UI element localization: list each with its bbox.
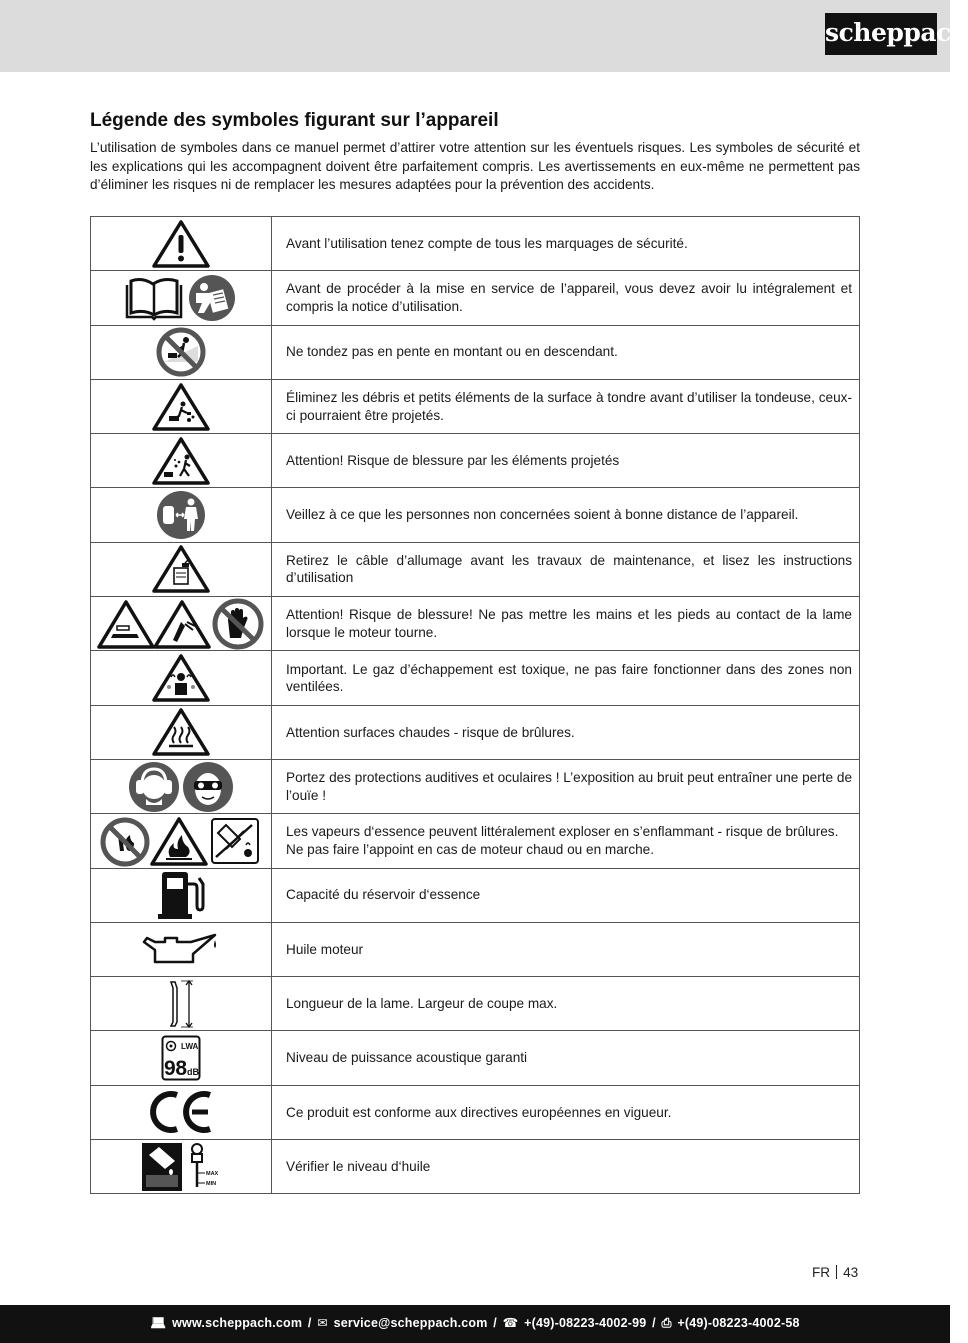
table-row [91, 705, 860, 759]
ear-eye-protection-icon [128, 761, 234, 813]
laptop-icon: 💻︎ [150, 1316, 167, 1330]
read-manual-icon [124, 273, 239, 323]
symbol-description-line: Ne pas faire l’appoint en cas de moteur chaud ou en marche. [286, 841, 655, 857]
table-row [91, 542, 860, 596]
blade-hazard-icon [97, 598, 265, 650]
table-row [91, 271, 860, 325]
remove-debris-icon [151, 382, 211, 432]
spark-plug-icon [151, 544, 211, 594]
thrown-objects-icon [151, 436, 211, 486]
symbol-description: Important. Le gaz d’échappement est toxique, ne pas faire fonctionner dans des zones non ventilées. [272, 651, 860, 705]
symbol-description: Capacité du réservoir d‘essence [272, 868, 860, 922]
oil-level-icon [141, 1141, 221, 1193]
warning-triangle-icon [151, 219, 211, 269]
symbol-legend-table [90, 216, 860, 1194]
hot-surface-icon [151, 707, 211, 757]
table-row [91, 488, 860, 542]
footer-email[interactable]: service@scheppach.com [333, 1316, 488, 1330]
page-number [812, 1265, 858, 1280]
table-row [91, 759, 860, 813]
symbol-description: Éliminez les débris et petits éléments de la surface à tondre avant d’utiliser la tondeuse, ceux-ci pourraient être projetés. [272, 379, 860, 433]
table-row [91, 814, 860, 868]
symbol-description: Avant l’utilisation tenez compte de tous les marquages de sécurité. [272, 217, 860, 271]
fax-icon: ⎙ [661, 1316, 672, 1330]
sound-power-icon [161, 1035, 201, 1081]
dipstick-max-label: MAX [206, 1170, 219, 1177]
table-row [91, 977, 860, 1031]
page-separator [836, 1265, 837, 1279]
symbol-description: Vérifier le niveau d‘huile [272, 1140, 860, 1194]
table-row [91, 217, 860, 271]
symbol-description: Attention surfaces chaudes - risque de brûlures. [272, 705, 860, 759]
keep-distance-icon [154, 489, 208, 541]
mail-icon: ✉︎ [317, 1316, 328, 1330]
symbol-description: Huile moteur [272, 922, 860, 976]
symbol-description: Veillez à ce que les personnes non concernées soient à bonne distance de l’appareil. [272, 488, 860, 542]
symbol-description: Niveau de puissance acoustique garanti [272, 1031, 860, 1085]
table-row [91, 868, 860, 922]
symbol-description: Ne tondez pas en pente en montant ou en descendant. [272, 325, 860, 379]
table-row [91, 1085, 860, 1139]
sound-power-value: 98 [164, 1057, 187, 1081]
footer-separator: / [652, 1316, 656, 1330]
symbol-description: Attention! Risque de blessure par les éléments projetés [272, 434, 860, 488]
oil-can-icon [141, 930, 221, 970]
blade-length-icon [161, 978, 201, 1030]
symbol-description: Portez des protections auditives et oculaires ! L’exposition au bruit peut entraîner une perte de l’ouïe ! [272, 759, 860, 813]
fuel-hazard-icon [100, 815, 262, 867]
symbol-description-line: Les vapeurs d‘essence peuvent littéralement exploser en s’enflammant - risque de brûlures. [286, 824, 839, 840]
footer-separator: / [493, 1316, 497, 1330]
table-row [91, 1140, 860, 1194]
symbol-description: Attention! Risque de blessure! Ne pas mettre les mains et les pieds au contact de la lame lorsque le moteur tourne. [272, 597, 860, 651]
table-row [91, 434, 860, 488]
footer-separator: / [307, 1316, 312, 1330]
symbol-description: Retirez le câble d’allumage avant les travaux de maintenance, et lisez les instructions d’utilisation [272, 542, 860, 596]
page-language: FR [812, 1265, 831, 1280]
footer-fax: +(49)-08223-4002-58 [677, 1316, 800, 1330]
fuel-pump-icon [156, 870, 206, 920]
ce-mark-icon [148, 1088, 214, 1136]
brand-logo: scheppach [825, 13, 937, 55]
phone-icon: ☎ [502, 1316, 519, 1330]
table-row [91, 922, 860, 976]
toxic-gas-icon [151, 653, 211, 703]
dipstick-min-label: MIN [206, 1180, 217, 1187]
no-slope-mowing-icon [154, 326, 208, 378]
table-row [91, 651, 860, 705]
section-intro: L’utilisation de symboles dans ce manuel permet d’attirer votre attention sur les éventuels risques. Les symboles de sécurité et les explications qui les accompagnent doivent être parfaitement compris. Les avertissements en eux-même ne permettent pas d’éliminer les risques ni de remplacer les mesures adaptées pour la prévention des accidents. [90, 140, 860, 192]
footer-phone: +(49)-08223-4002-99 [524, 1316, 647, 1330]
table-row [91, 325, 860, 379]
section-title: Légende des symboles figurant sur l’appareil [90, 110, 499, 131]
symbol-description [272, 814, 860, 868]
header-band [0, 0, 950, 72]
table-row [91, 379, 860, 433]
sound-power-label: LWA [181, 1042, 199, 1052]
footer-website[interactable]: www.scheppach.com [172, 1316, 303, 1330]
sound-power-unit: dB [187, 1067, 199, 1078]
symbol-description: Avant de procéder à la mise en service de l’appareil, vous devez avoir lu intégralement et compris la notice d’utilisation. [272, 271, 860, 325]
footer-bar [0, 1305, 950, 1343]
symbol-description: Ce produit est conforme aux directives européennes en vigueur. [272, 1085, 860, 1139]
page-number-value: 43 [843, 1265, 859, 1280]
symbol-description: Longueur de la lame. Largeur de coupe max. [272, 977, 860, 1031]
table-row [91, 1031, 860, 1085]
table-row [91, 597, 860, 651]
